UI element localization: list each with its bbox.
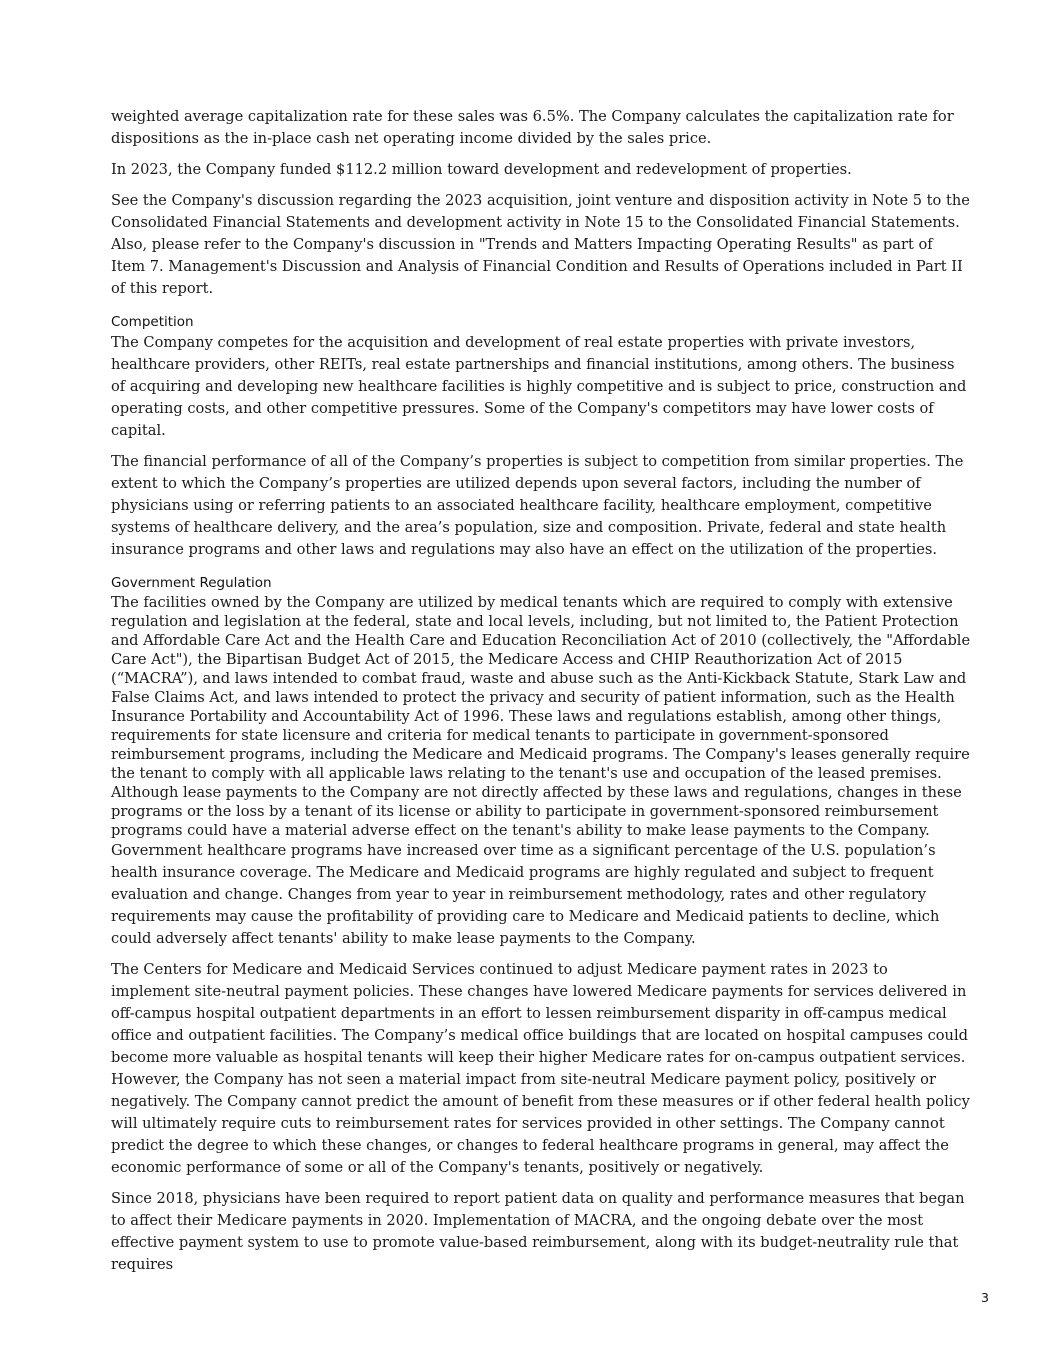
paragraph-regulation-2: The Centers for Medicare and Medicaid Services continued to adjust Medicare payment rates in 2023 to implement site-neutral payment policies. These changes have lowered Medicare payments for services delivered in off-campus hospital outpatient departments in an effort to lessen reimbursement disparity in off-campus medical office and outpatient facilities. The Company’s medical office buildings that are located on hospital campuses could become more valuable as hospital tenants will keep their higher Medicare rates for on-campus outpatient services. However, the Company has not seen a material impact from site-neutral Medicare payment policy, positively or negatively. The Company cannot predict the amount of benefit from these measures or if other federal health policy will ultimately require cuts to reimbursement rates for services provided in other settings. The Company cannot predict the degree to which these changes, or changes to federal healthcare programs in general, may affect the economic performance of some or all of the Company's tenants, positively or negatively. xyxy=(111,961,970,1176)
page-number: 3 xyxy=(981,1290,989,1305)
paragraph-competition-1: The Company competes for the acquisition and development of real estate properties with private investors, healthcare providers, other REITs, real estate partnerships and financial institutions, among others. The business of acquiring and developing new healthcare facilities is highly competitive and is subject to price, construction and operating costs, and other competitive pressures. Some of the Company's competitors may have lower costs of capital. xyxy=(111,334,967,439)
paragraph-regulation-1-continued: Government healthcare programs have increased over time as a significant percentage of the U.S. population’s health insurance coverage. The Medicare and Medicaid programs are highly regulated and subject to frequent evaluation and change. Changes from year to year in reimbursement methodology, rates and other regulatory requirements may cause the profitability of providing care to Medicare and Medicaid patients to decline, which could adversely affect tenants' ability to make lease payments to the Company. xyxy=(111,842,940,947)
paragraph-regulation-3: Since 2018, physicians have been required to report patient data on quality and performance measures that began to affect their Medicare payments in 2020. Implementation of MACRA, and the ongoing debate over the most effective payment system to use to promote value-based reimbursement, along with its budget-neutrality rule that requires xyxy=(111,1190,965,1273)
paragraph-capitalization-rate: weighted average capitalization rate for these sales was 6.5%. The Company calculates the capitalization rate for dispositions as the in-place cash net operating income divided by the sales price. xyxy=(111,108,954,147)
heading-competition: Competition xyxy=(111,314,194,330)
paragraph-regulation-1: The facilities owned by the Company are utilized by medical tenants which are required to comply with extensive regulation and legislation at the federal, state and local levels, including, but not limited to, the Patient Protection and Affordable Care Act and the Health Care and Education Reconciliation Act of 2010 (collectively, the "Affordable Care Act"), the Bipartisan Budget Act of 2015, the Medicare Access and CHIP Reauthorization Act of 2015 (“MACRA”), and laws intended to combat fraud, waste and abuse such as the Anti-Kickback Statute, Stark Law and False Claims Act, and laws intended to protect the privacy and security of patient information, such as the Health Insurance Portability and Accountability Act of 1996. These laws and regulations establish, among other things, requirements for state licensure and criteria for medical tenants to participate in government-sponsored reimbursement programs, including the Medicare and Medicaid programs. The Company's leases generally require the tenant to comply with all applicable laws relating to the tenant's use and occupation of the leased premises. Although lease payments to the Company are not directly affected by these laws and regulations, changes in these programs or the loss by a tenant of its license or ability to participate in government-sponsored reimbursement programs could have a material adverse effect on the tenant's ability to make lease payments to the Company. xyxy=(111,594,971,839)
page-content xyxy=(111,106,971,1285)
heading-government-regulation: Government Regulation xyxy=(111,575,272,591)
paragraph-competition-2: The financial performance of all of the Company’s properties is subject to competition from similar properties. The extent to which the Company’s properties are utilized depends upon several factors, including the number of physicians using or referring patients to an associated healthcare facility, healthcare employment, competitive systems of healthcare delivery, and the area’s population, size and composition. Private, federal and state health insurance programs and other laws and regulations may also have an effect on the utilization of the properties. xyxy=(111,453,964,558)
paragraph-note-references: See the Company's discussion regarding the 2023 acquisition, joint venture and disposition activity in Note 5 to the Consolidated Financial Statements and development activity in Note 15 to the Consolidated Financial Statements. Also, please refer to the Company's discussion in "Trends and Matters Impacting Operating Results" as part of Item 7. Management's Discussion and Analysis of Financial Condition and Results of Operations included in Part II of this report. xyxy=(111,192,970,297)
paragraph-development-funding: In 2023, the Company funded $112.2 million toward development and redevelopment of properties. xyxy=(111,161,852,178)
